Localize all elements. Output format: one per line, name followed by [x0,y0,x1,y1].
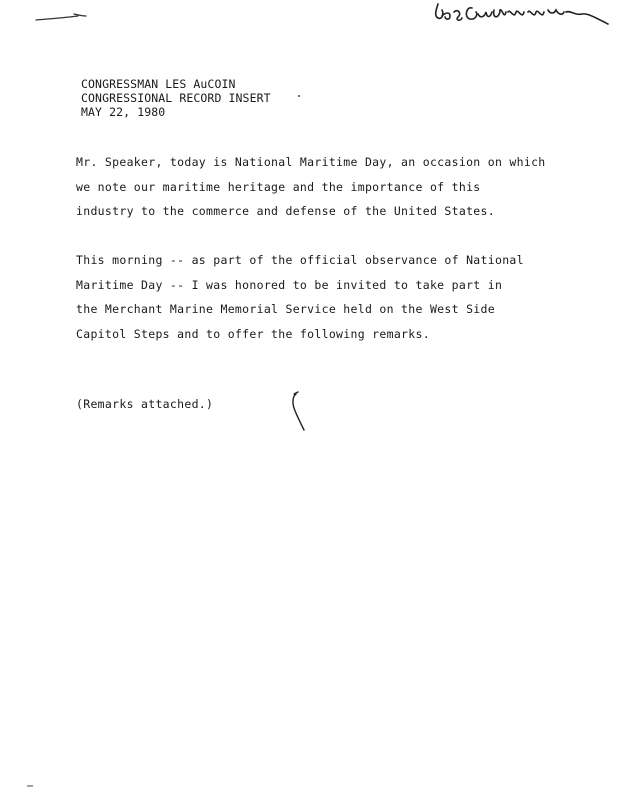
scan-speck [26,783,34,789]
paragraph-line: industry to the commerce and defense of the United States. [76,204,495,218]
header-record-insert: CONGRESSIONAL RECORD INSERT [81,91,271,105]
paragraph-line: Maritime Day -- I was honored to be invited to take part in [76,277,503,292]
paragraph-maritime-day [76,150,546,224]
header-date: MAY 22, 1980 [81,105,166,119]
document-header [81,77,271,119]
paragraph-line: Mr. Speaker, today is National Maritime Day, an occasion on which [76,155,546,169]
pen-stroke-mark [34,10,94,24]
scan-speck [296,93,302,99]
paragraph-line: the Merchant Marine Memorial Service held on the West Side [76,302,495,316]
header-congressman: CONGRESSMAN LES AuCOIN [81,77,236,91]
paragraph-line: This morning -- as part of the official observance of National [76,253,524,267]
handwritten-signature [430,0,618,34]
paragraph-line: Capitol Steps and to offer the following remarks. [76,326,430,341]
paragraph-memorial-service [76,248,524,346]
handwritten-bracket-mark [288,390,308,434]
paragraph-line: we note our maritime heritage and the importance of this [76,179,481,194]
remarks-attached-note: (Remarks attached.) [76,397,214,411]
